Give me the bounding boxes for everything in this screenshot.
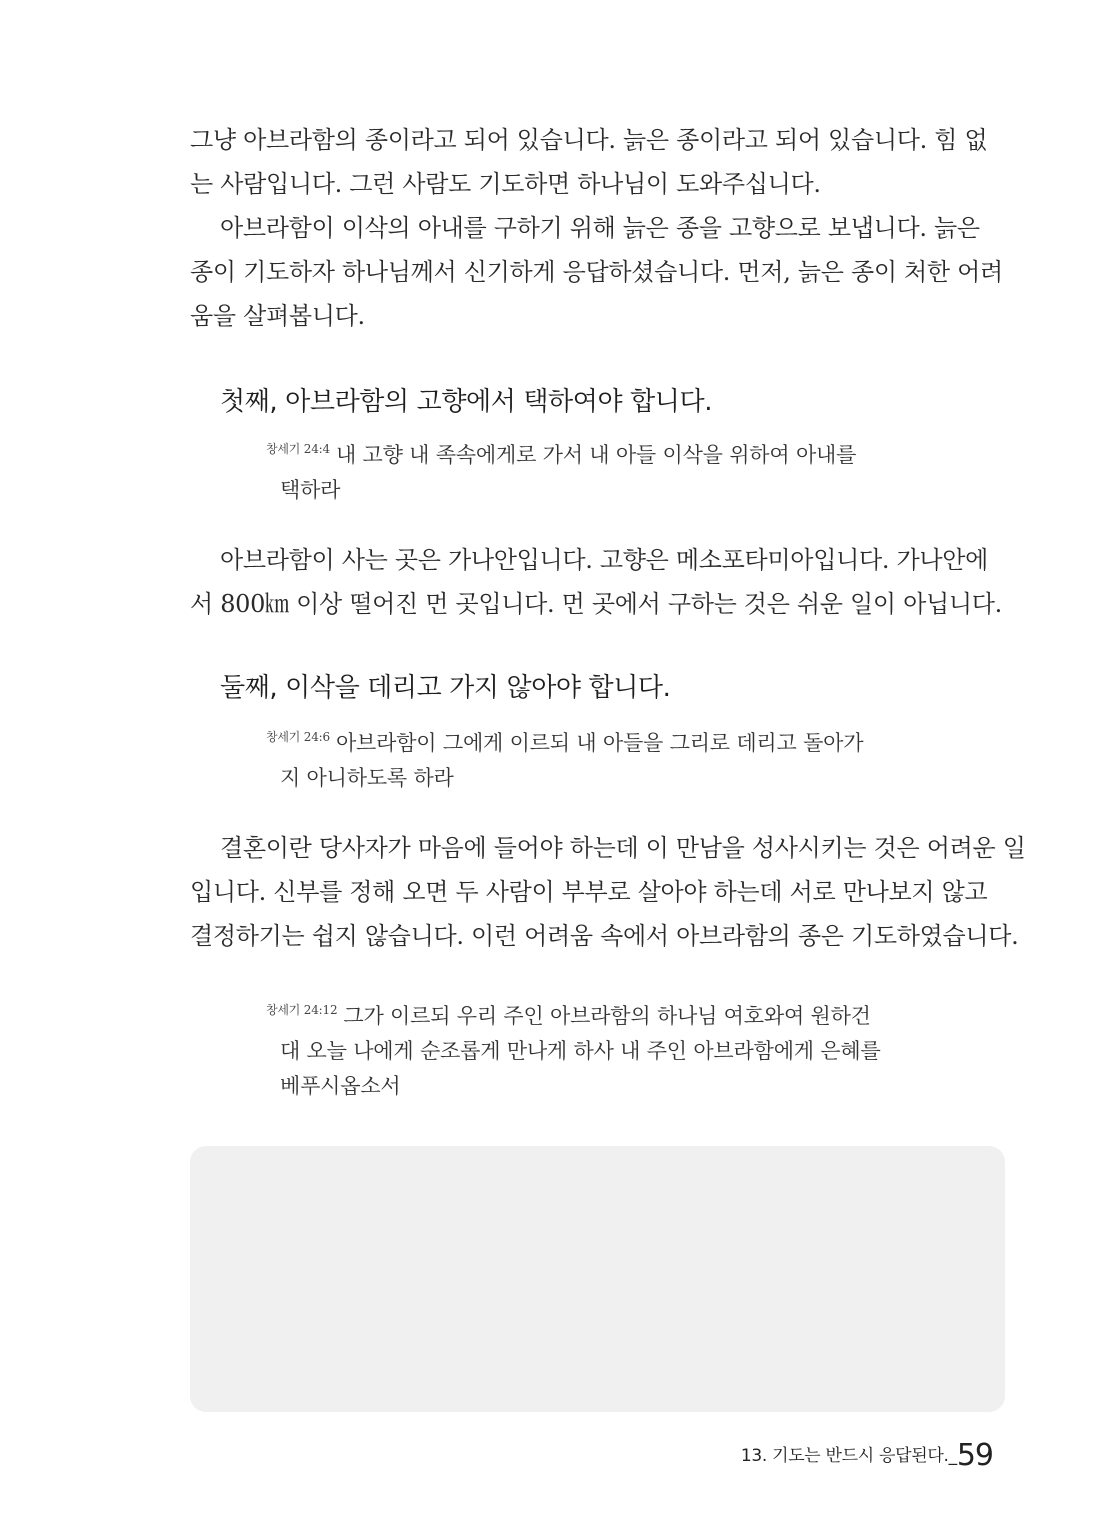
paragraph-3 <box>190 538 1006 626</box>
paragraph-line: 결정하기는 쉽지 않습니다. 이런 어려움 속에서 아브라함의 종은 기도하였습니다. <box>190 922 1019 950</box>
page-number: 59 <box>956 1438 993 1473</box>
paragraph-line: 결혼이란 당사자가 마음에 들어야 하는데 이 만남을 성사시키는 것은 어려운 일 <box>220 834 1026 862</box>
verse-reference: 창세기 24:4 <box>266 442 330 456</box>
paragraph-line: 그냥 아브라함의 종이라고 되어 있습니다. 늙은 종이라고 되어 있습니다. 힘 없 <box>190 126 988 154</box>
paragraph-1 <box>190 118 1006 206</box>
verse-text: 아브라함이 그에게 이르되 내 아들을 그리로 데리고 돌아가 <box>335 731 864 755</box>
paragraph-4 <box>190 826 1026 958</box>
scripture-quote-2 <box>266 720 966 796</box>
paragraph-line: 움을 살펴봅니다. <box>190 302 365 330</box>
section-heading-2: 둘째, 이삭을 데리고 가지 않아야 합니다. <box>220 673 671 703</box>
verse-text: 내 고향 내 족속에게로 가서 내 아들 이삭을 위하여 아내를 <box>335 443 857 467</box>
verse-text: 대 오늘 나에게 순조롭게 만나게 하사 내 주인 아브라함에게 은혜를 <box>280 1039 881 1063</box>
paragraph-line: 아브라함이 이삭의 아내를 구하기 위해 늙은 종을 고향으로 보냅니다. 늙은 <box>220 214 980 242</box>
paragraph-line: 는 사람입니다. 그런 사람도 기도하면 하나님이 도와주십니다. <box>190 170 821 198</box>
paragraph-line: 입니다. 신부를 정해 오면 두 사람이 부부로 살아야 하는데 서로 만나보지 않고 <box>190 878 988 906</box>
scripture-quote-1 <box>266 432 966 508</box>
section-heading-1: 첫째, 아브라함의 고향에서 택하여야 합니다. <box>220 387 713 417</box>
memo-box <box>190 1146 1005 1412</box>
scripture-quote-3 <box>266 993 966 1104</box>
verse-text: 베푸시옵소서 <box>280 1074 401 1098</box>
verse-reference: 창세기 24:12 <box>266 1003 338 1017</box>
verse-text: 택하라 <box>280 478 341 502</box>
verse-text: 지 아니하도록 하라 <box>280 766 454 790</box>
paragraph-line: 서 800㎞ 이상 떨어진 먼 곳입니다. 먼 곳에서 구하는 것은 쉬운 일이 아닙니다. <box>190 590 1002 618</box>
paragraph-line: 종이 기도하자 하나님께서 신기하게 응답하셨습니다. 먼저, 늙은 종이 처한 어려 <box>190 258 1003 286</box>
paragraph-line: 아브라함이 사는 곳은 가나안입니다. 고향은 메소포타미아입니다. 가나안에 <box>220 546 989 574</box>
paragraph-2 <box>190 206 1006 338</box>
verse-text: 그가 이르되 우리 주인 아브라함의 하나님 여호와여 원하건 <box>343 1004 871 1028</box>
page-footer <box>741 1438 993 1473</box>
chapter-title: 13. 기도는 반드시 응답된다._ <box>740 1446 957 1466</box>
verse-reference: 창세기 24:6 <box>266 730 330 744</box>
